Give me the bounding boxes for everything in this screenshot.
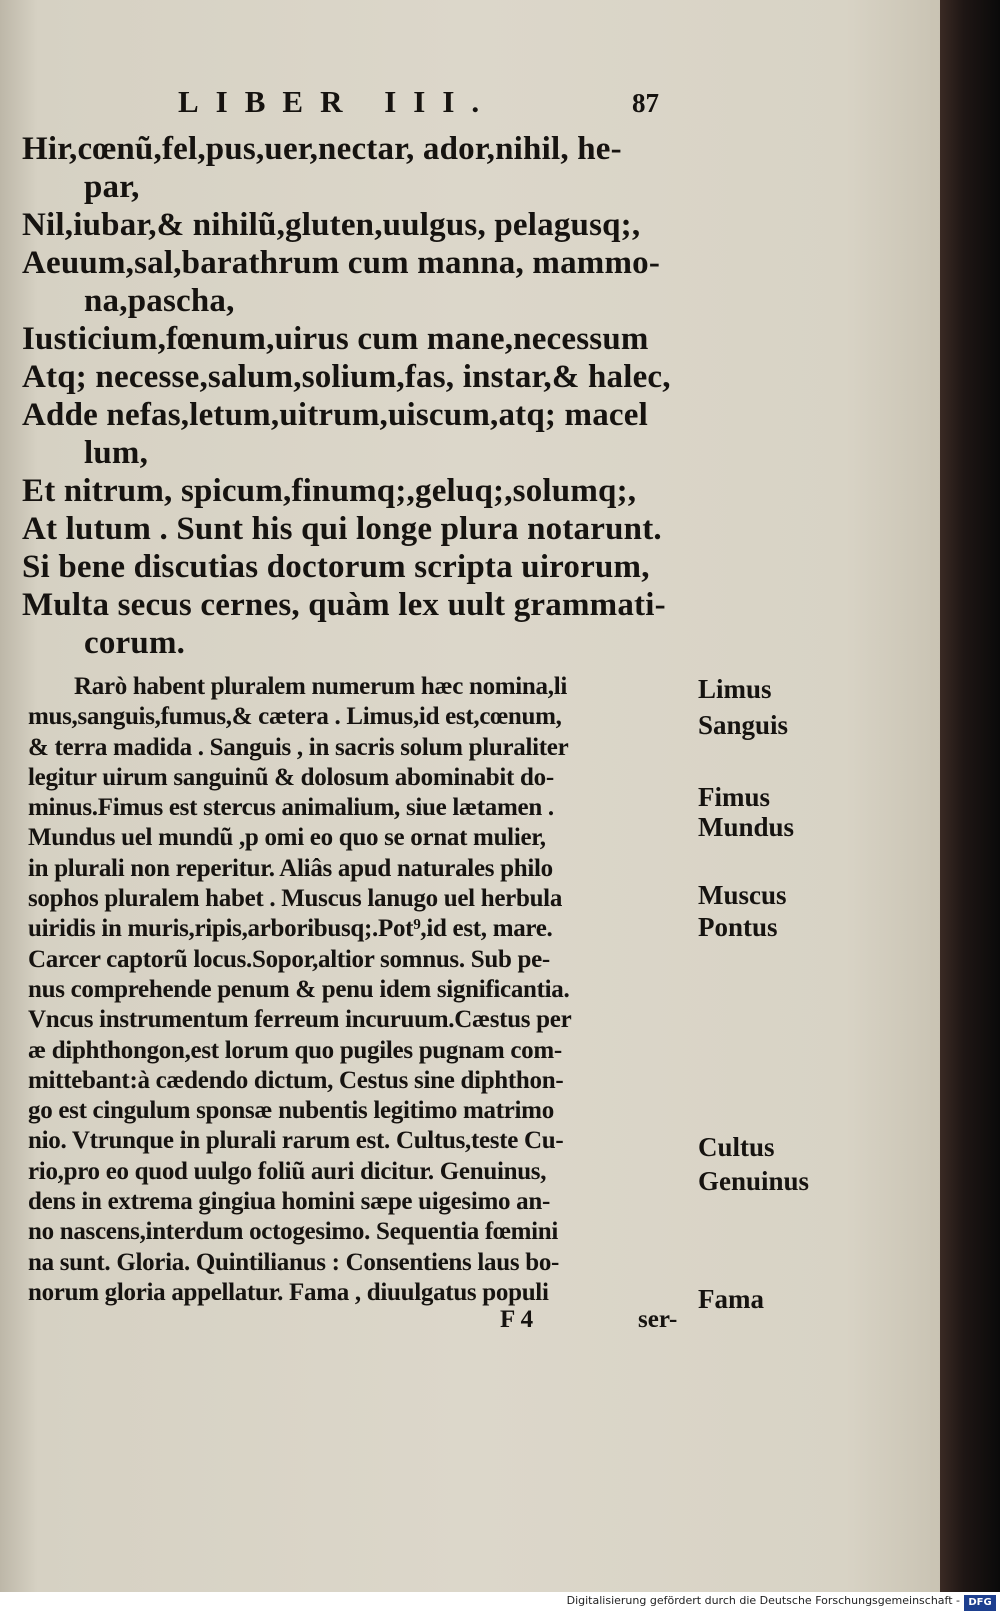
funding-credit: Digitalisierung gefördert durch die Deutsche Forschungsgemeinschaft - xyxy=(566,1594,960,1607)
verse-line: Iusticium,fœnum,uirus cum mane,necessum xyxy=(22,321,649,357)
prose-line: mus,sanguis,fumus,& cætera . Limus,id est,cœnum, xyxy=(28,703,562,731)
margin-note-genuinus: Genuinus xyxy=(698,1166,810,1196)
margin-note-pontus: Pontus xyxy=(698,912,778,942)
verse-line: Hir,cœnũ,fel,pus,uer,nectar, ador,nihil, he- xyxy=(22,131,622,167)
margin-note-mundus: Mundus xyxy=(698,812,795,842)
prose-line: dens in extrema gingiua homini sæpe uigesimo an- xyxy=(28,1188,551,1216)
verse-line: corum. xyxy=(84,625,186,661)
prose-block xyxy=(28,672,693,1308)
prose-line: sophos pluralem habet . Muscus lanugo uel herbula xyxy=(28,885,563,913)
catchword: ser- xyxy=(638,1306,678,1333)
margin-note-limus: Limus xyxy=(698,674,772,704)
verse-block xyxy=(22,130,712,662)
prose-line: rio,pro eo quod uulgo foliũ auri dicitur. Genuinus, xyxy=(28,1157,547,1185)
prose-line: Rarò habent pluralem numerum hæc nomina,li xyxy=(74,673,567,700)
prose-line: go est cingulum sponsæ nubentis legitimo matrimo xyxy=(28,1097,554,1125)
margin-note-fama: Fama xyxy=(698,1284,764,1314)
prose-line: Carcer captorũ locus.Sopor,altior somnus. Sub pe- xyxy=(28,945,550,973)
verse-line: lum, xyxy=(84,435,149,471)
folio-number: 87 xyxy=(632,88,659,118)
prose-line: nus comprehende penum & penu idem significantia. xyxy=(28,975,570,1003)
prose-line: minus.Fimus est stercus animalium, siue lætamen . xyxy=(28,794,554,822)
prose-line: norum gloria appellatur. Fama , diuulgatus populi xyxy=(28,1278,549,1306)
prose-line: legitur uirum sanguinũ & dolosum abominabit do- xyxy=(28,763,554,791)
verse-line: Si bene discutias doctorum scripta uirorum, xyxy=(22,549,650,585)
verse-line: na,pascha, xyxy=(84,283,235,319)
prose-line: na sunt. Gloria. Quintilianus : Consentiens laus bo- xyxy=(28,1248,560,1276)
prose-line: Mundus uel mundũ ,p omi eo quo se ornat mulier, xyxy=(28,824,546,852)
signature-mark: F 4 xyxy=(500,1306,534,1333)
margin-note-muscus: Muscus xyxy=(698,880,787,910)
prose-line: no nascens,interdum octogesimo. Sequentia fœmini xyxy=(28,1218,559,1246)
prose-line: & terra madida . Sanguis , in sacris solum pluraliter xyxy=(28,733,569,761)
margin-note-cultus: Cultus xyxy=(698,1132,775,1162)
verse-line: Atq; necesse,salum,solium,fas, instar,& halec, xyxy=(22,359,671,395)
margin-note-fimus: Fimus xyxy=(698,782,771,812)
verse-line: Adde nefas,letum,uitrum,uiscum,atq; macel xyxy=(22,397,648,433)
dfg-logo: DFG xyxy=(964,1595,996,1611)
verse-line: Multa secus cernes, quàm lex uult grammati- xyxy=(22,587,666,623)
prose-line: nio. Vtrunque in plurali rarum est. Cultus,teste Cu- xyxy=(28,1127,564,1155)
footer-bar xyxy=(0,1592,1000,1614)
prose-line: mittebant:à cædendo dictum, Cestus sine diphthon- xyxy=(28,1066,564,1094)
margin-note-sanguis: Sanguis xyxy=(698,710,789,740)
verse-line: Et nitrum, spicum,finumq;,geluq;,solumq;, xyxy=(22,473,637,509)
verse-line: At lutum . Sunt his qui longe plura notarunt. xyxy=(22,511,662,547)
prose-line: uiridis in muris,ripis,arboribusq;.Pot⁹,id est, mare. xyxy=(28,915,553,943)
running-title: LIBER III. xyxy=(178,84,497,119)
prose-line: Vncus instrumentum ferreum incuruum.Cæstus per xyxy=(28,1006,572,1034)
book-edge xyxy=(940,0,1000,1592)
prose-line: æ diphthongon,est lorum quo pugiles pugnam com- xyxy=(28,1036,562,1064)
verse-line: par, xyxy=(84,169,140,205)
verse-line: Aeuum,sal,barathrum cum manna, mammo- xyxy=(22,245,661,281)
signature-line xyxy=(500,1306,533,1334)
verse-line: Nil,iubar,& nihilũ,gluten,uulgus, pelagusq;, xyxy=(22,207,641,243)
prose-line: in plurali non reperitur. Aliâs apud naturales philo xyxy=(28,854,553,882)
